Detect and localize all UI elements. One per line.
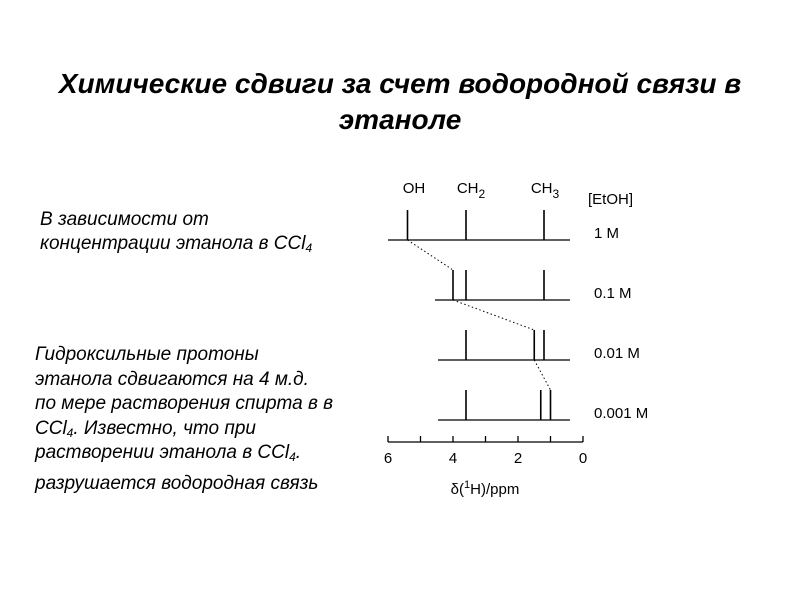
explanation-note xyxy=(35,343,335,496)
x-tick-label: 4 xyxy=(448,450,458,467)
explanation-note-part4: разрушается водородная связь xyxy=(35,472,319,494)
explanation-note-sub1: 4 xyxy=(66,425,74,440)
concentration-note xyxy=(40,208,330,256)
column-label-oh: OH xyxy=(402,180,426,197)
column-labels xyxy=(403,180,560,201)
x-axis-label: δ($^1$H)/ppm xyxy=(450,479,520,498)
trace-0_01-M xyxy=(438,330,640,362)
x-axis xyxy=(384,436,587,498)
trace-0_001-M xyxy=(438,390,648,422)
explanation-note-part1: Гидроксильные протоны этанола сдвигаются на 4 м.д. по мере растворения спирта в в CCl xyxy=(35,344,334,439)
page-title: Химические сдвиги за счет водородной связи в этаноле xyxy=(58,68,742,135)
x-tick-label: 6 xyxy=(383,450,393,467)
concentration-note-text: В зависимости от концентрации этанола в CCl xyxy=(40,209,306,254)
column-label-ch3: $CH_3$ xyxy=(530,180,560,201)
concentration-label: 0.01 M xyxy=(594,345,640,362)
spectrum-traces xyxy=(388,210,648,422)
concentration-label: 1 M xyxy=(594,225,620,242)
oh-shift-trace xyxy=(408,240,454,270)
x-tick-label: 0 xyxy=(578,450,588,467)
trace-1-M xyxy=(388,210,619,242)
trace-0_1-M xyxy=(435,270,632,302)
concentration-label: 0.1 M xyxy=(594,285,632,302)
explanation-note-part3: . xyxy=(295,442,302,463)
concentration-note-subscript: 4 xyxy=(305,241,313,255)
concentration-label: 0.001 M xyxy=(594,405,649,422)
series-header: [EtOH] xyxy=(588,191,634,208)
explanation-note-part2: . Известно, что при растворении этанола в CCl xyxy=(35,417,290,463)
oh-shift-trace xyxy=(453,300,534,330)
x-tick-label: 2 xyxy=(513,450,523,467)
column-label-ch2: $CH_2$ xyxy=(456,180,486,201)
nmr-stick-spectrum xyxy=(380,170,660,500)
explanation-note-sub2: 4 xyxy=(289,450,296,464)
oh-shift-trace xyxy=(534,360,550,390)
